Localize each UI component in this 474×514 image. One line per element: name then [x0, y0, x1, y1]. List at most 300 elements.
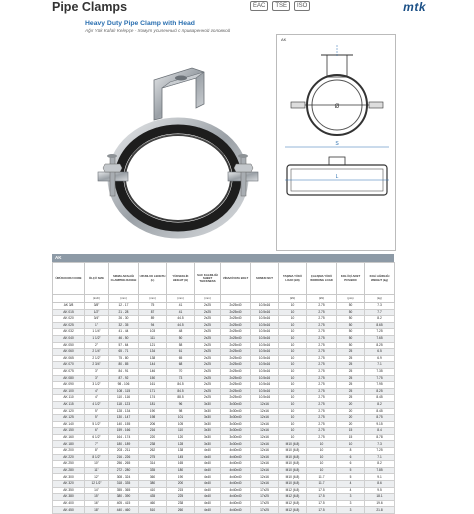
- table-cell: 6.9: [365, 355, 395, 362]
- table-row: [53, 395, 395, 402]
- table-cell: 2.75: [307, 368, 337, 375]
- table-cell: AK 015: [53, 309, 85, 316]
- table-row: [53, 303, 395, 310]
- table-row: [53, 329, 395, 336]
- table-cell: 6.5: [365, 349, 395, 356]
- table-row: [53, 408, 395, 415]
- table-cell: 180: [167, 467, 195, 474]
- table-cell: 70: [167, 368, 195, 375]
- table-cell: 181: [139, 401, 167, 408]
- table-cell: 110: [167, 428, 195, 435]
- table-cell: 17.5: [307, 494, 337, 501]
- table-cell: 2.75: [307, 388, 337, 395]
- spec-table: [52, 254, 394, 514]
- table-row: [53, 461, 395, 468]
- table-cell: 12x16: [251, 448, 279, 455]
- table-cell: 20: [337, 401, 365, 408]
- table-cell: 238: [139, 441, 167, 448]
- table-cell: 140 - 155: [109, 421, 139, 428]
- table-cell: 75: [139, 303, 167, 310]
- table-cell: 12x16: [251, 481, 279, 488]
- table-cell: AK 080: [53, 375, 85, 382]
- table-row: [53, 401, 395, 408]
- table-cell: 2x25x40: [221, 375, 251, 382]
- table-cell: 2x25: [195, 388, 221, 395]
- table-caption: AK: [52, 254, 394, 262]
- table-cell: 8.2: [365, 401, 395, 408]
- column-header: TAŞIMA YÜKÜ LOAD (kN): [279, 263, 307, 295]
- table-cell: 25: [337, 355, 365, 362]
- table-cell: M10 (6.8): [279, 454, 307, 461]
- table-row: [53, 355, 395, 362]
- table-cell: 19.6: [365, 500, 395, 507]
- table-cell: 4": [85, 395, 109, 402]
- table-cell: 10: [307, 461, 337, 468]
- table-cell: 2x25x40: [221, 368, 251, 375]
- column-header: KOLİ AĞIRLIĞI WEIGHT (kg): [365, 263, 395, 295]
- table-header-row: [53, 263, 395, 295]
- table-cell: 2x25x40: [221, 335, 251, 342]
- table-cell: 3x30: [195, 434, 221, 441]
- table-row: [53, 454, 395, 461]
- table-cell: 4x40x40: [221, 494, 251, 501]
- table-cell: 5 1/2": [85, 421, 109, 428]
- table-cell: 220: [139, 434, 167, 441]
- table-cell: 50: [337, 329, 365, 336]
- column-header: SOMUN NUT: [251, 263, 279, 295]
- table-cell: 17x25: [251, 487, 279, 494]
- table-cell: AK 380: [53, 494, 85, 501]
- table-cell: 2x25: [195, 335, 221, 342]
- table-cell: 10.5x16: [251, 349, 279, 356]
- table-cell: 120: [167, 434, 195, 441]
- table-cell: 17x25: [251, 507, 279, 514]
- table-cell: 48: [167, 329, 195, 336]
- table-cell: 46 - 50: [109, 335, 139, 342]
- table-cell: 65 - 71: [109, 349, 139, 356]
- table-cell: 2.75: [307, 349, 337, 356]
- table-cell: 405 - 415: [109, 500, 139, 507]
- table-cell: 2x25x40: [221, 342, 251, 349]
- table-cell: 10: [279, 368, 307, 375]
- table-cell: 10.5x16: [251, 375, 279, 382]
- table-cell: 10.5x16: [251, 322, 279, 329]
- table-cell: 5": [85, 408, 109, 415]
- table-cell: 10: [279, 428, 307, 435]
- table-cell: 10.5x16: [251, 382, 279, 389]
- table-cell: AK 3/8: [53, 303, 85, 310]
- table-cell: 26 - 30: [109, 316, 139, 323]
- table-row: [53, 487, 395, 494]
- column-header: ÜRÜN KODU CODE: [53, 263, 85, 295]
- table-cell: 10.5x16: [251, 342, 279, 349]
- table-cell: 2.75: [307, 428, 337, 435]
- table-cell: M10 (6.8): [279, 467, 307, 474]
- table-row: [53, 494, 395, 501]
- table-cell: 65: [167, 355, 195, 362]
- table-row: [53, 434, 395, 441]
- table-cell: 44.5: [167, 316, 195, 323]
- table-cell: 4x40: [195, 500, 221, 507]
- table-cell: 360: [139, 474, 167, 481]
- table-cell: 98: [167, 408, 195, 415]
- table-cell: 10: [279, 309, 307, 316]
- table-cell: 216 - 226: [109, 454, 139, 461]
- table-cell: 2.75: [307, 303, 337, 310]
- table-cell: 15": [85, 494, 109, 501]
- table-cell: 6: [337, 454, 365, 461]
- table-cell: 164 - 174: [109, 434, 139, 441]
- table-cell: 2.75: [307, 322, 337, 329]
- dimension-label-top: S: [335, 141, 339, 147]
- table-cell: 3: [337, 500, 365, 507]
- table-cell: 2.75: [307, 421, 337, 428]
- product-title-translations: Ağır Yük Kafalı Kelepçe - Хомут усиленный с приваренной головкой: [85, 28, 231, 33]
- table-cell: 11": [85, 467, 109, 474]
- table-cell: 2x25x40: [221, 303, 251, 310]
- table-cell: 10: [279, 401, 307, 408]
- table-cell: 2.75: [307, 395, 337, 402]
- table-cell: 20: [337, 415, 365, 422]
- table-cell: 96: [167, 401, 195, 408]
- table-cell: 41: [167, 303, 195, 310]
- table-row: [53, 507, 395, 514]
- table-cell: 171: [139, 388, 167, 395]
- table-cell: 9.1: [365, 474, 395, 481]
- table-cell: 2.75: [307, 316, 337, 323]
- table-body: [53, 303, 395, 514]
- table-cell: 10: [279, 421, 307, 428]
- table-cell: 4x40: [195, 448, 221, 455]
- table-cell: 2.75: [307, 342, 337, 349]
- table-cell: 17x25: [251, 500, 279, 507]
- table-cell: 41: [167, 309, 195, 316]
- table-cell: 8.4: [365, 428, 395, 435]
- table-cell: 10: [307, 448, 337, 455]
- table-cell: 11.7: [307, 481, 337, 488]
- table-cell: 4x40x40: [221, 500, 251, 507]
- table-cell: 2.75: [307, 309, 337, 316]
- table-cell: 57 - 64: [109, 342, 139, 349]
- table-cell: 3/4": [85, 316, 109, 323]
- table-cell: 10: [279, 355, 307, 362]
- table-cell: 7.95: [365, 382, 395, 389]
- table-cell: 3x30x40: [221, 415, 251, 422]
- table-cell: 3x30: [195, 415, 221, 422]
- table-cell: 262: [139, 448, 167, 455]
- table-cell: 2x25: [195, 395, 221, 402]
- table-cell: 4x40: [195, 467, 221, 474]
- table-row: [53, 349, 395, 356]
- table-cell: 215: [167, 487, 195, 494]
- technical-drawing: [276, 34, 396, 251]
- table-row: [53, 467, 395, 474]
- table-cell: 1 1/2": [85, 335, 109, 342]
- table-cell: 2x25: [195, 362, 221, 369]
- table-cell: 200: [167, 481, 195, 488]
- table-units-row: [53, 295, 395, 303]
- table-cell: 25: [337, 395, 365, 402]
- product-photo: [92, 60, 264, 242]
- table-row: [53, 421, 395, 428]
- table-cell: 2x25: [195, 329, 221, 336]
- column-header: SIKMA ARALIĞI CLAMPING RANGE: [109, 263, 139, 295]
- table-cell: 12x16: [251, 408, 279, 415]
- table-row: [53, 448, 395, 455]
- table-cell: 8.78: [365, 434, 395, 441]
- table-cell: 198: [139, 415, 167, 422]
- table-cell: 4x40x40: [221, 454, 251, 461]
- table-cell: 3x30: [195, 408, 221, 415]
- table-cell: 6 1/2": [85, 434, 109, 441]
- table-cell: AK 065: [53, 355, 85, 362]
- table-cell: 87: [139, 309, 167, 316]
- table-cell: 4x40x40: [221, 467, 251, 474]
- table-cell: AK 125: [53, 415, 85, 422]
- table-cell: 4: [337, 481, 365, 488]
- table-cell: 134: [139, 349, 167, 356]
- table-cell: 144: [139, 362, 167, 369]
- table-cell: 10: [279, 408, 307, 415]
- table-cell: 41 - 44: [109, 329, 139, 336]
- table-cell: 7.1: [365, 454, 395, 461]
- table-cell: 150: [139, 375, 167, 382]
- column-header: ÖLÇÜ SIZE: [85, 263, 109, 295]
- table-row: [53, 375, 395, 382]
- table-cell: 88.5: [167, 395, 195, 402]
- table-cell: 21.8: [365, 507, 395, 514]
- table-cell: 111: [139, 335, 167, 342]
- table-cell: 2.75: [307, 329, 337, 336]
- table-cell: 4": [85, 388, 109, 395]
- drawing-label: AK: [281, 37, 287, 42]
- column-unit: (kN): [279, 295, 307, 303]
- table-cell: 335: [139, 467, 167, 474]
- table-cell: 18.1: [365, 494, 395, 501]
- table-cell: 435: [139, 494, 167, 501]
- table-cell: 146: [139, 368, 167, 375]
- table-cell: 10: [279, 415, 307, 422]
- table-cell: 3: [337, 507, 365, 514]
- table-cell: 8.65: [365, 322, 395, 329]
- table-cell: 260: [167, 507, 195, 514]
- table-cell: 10: [307, 467, 337, 474]
- table-cell: 8.6: [365, 481, 395, 488]
- table-cell: 308 - 324: [109, 474, 139, 481]
- table-row: [53, 362, 395, 369]
- table-cell: 17.5: [307, 500, 337, 507]
- table-row: [53, 481, 395, 488]
- page-title: Pipe Clamps: [52, 0, 128, 14]
- table-cell: 25: [337, 362, 365, 369]
- table-cell: AK 350: [53, 487, 85, 494]
- table-cell: 7": [85, 441, 109, 448]
- table-cell: 203 - 211: [109, 448, 139, 455]
- table-cell: 10.5x16: [251, 329, 279, 336]
- table-cell: 61: [167, 349, 195, 356]
- table-row: [53, 415, 395, 422]
- table-cell: 9.5: [365, 487, 395, 494]
- table-cell: 7.3: [365, 303, 395, 310]
- table-cell: 145: [167, 454, 195, 461]
- table-cell: 10: [307, 441, 337, 448]
- table-cell: M10 (6.8): [279, 441, 307, 448]
- table-cell: 2.75: [307, 355, 337, 362]
- table-cell: 4x40: [195, 487, 221, 494]
- table-cell: AK 120: [53, 408, 85, 415]
- table-cell: 84 - 91: [109, 368, 139, 375]
- table-cell: 3x30x40: [221, 441, 251, 448]
- table-cell: 10": [85, 461, 109, 468]
- table-cell: 118 - 123: [109, 401, 139, 408]
- table-cell: 2x25: [195, 309, 221, 316]
- table-cell: 3 1/2": [85, 382, 109, 389]
- table-cell: 12x16: [251, 401, 279, 408]
- table-cell: 84.5: [167, 388, 195, 395]
- table-cell: 355 - 365: [109, 487, 139, 494]
- table-row: [53, 474, 395, 481]
- table-cell: 10: [279, 316, 307, 323]
- column-unit: [221, 295, 251, 303]
- table-cell: 4x40: [195, 481, 221, 488]
- table-cell: 10.5x16: [251, 335, 279, 342]
- table-cell: 3x30x40: [221, 408, 251, 415]
- table-cell: 20: [337, 408, 365, 415]
- table-cell: 6: [337, 461, 365, 468]
- table-cell: 174: [139, 395, 167, 402]
- table-cell: 1/2": [85, 309, 109, 316]
- table-cell: 50: [337, 322, 365, 329]
- table-cell: 238: [167, 500, 195, 507]
- table-cell: 80 - 85: [109, 362, 139, 369]
- column-header: VİDA/CİVATA BOLT: [221, 263, 251, 295]
- table-cell: AK 070: [53, 362, 85, 369]
- column-unit: (pcs): [337, 295, 365, 303]
- table-cell: 12x16: [251, 454, 279, 461]
- table-cell: 5": [85, 415, 109, 422]
- table-cell: 3x30x40: [221, 401, 251, 408]
- table-cell: 4x40: [195, 494, 221, 501]
- table-cell: 128: [167, 441, 195, 448]
- table-cell: 14": [85, 487, 109, 494]
- table-cell: 17x25: [251, 494, 279, 501]
- table-cell: 138: [167, 448, 195, 455]
- table-cell: 10: [337, 441, 365, 448]
- table-cell: 510: [139, 507, 167, 514]
- table-cell: 2.75: [307, 434, 337, 441]
- cert-mark: ISO: [294, 1, 310, 11]
- table-cell: 7.75: [365, 375, 395, 382]
- table-cell: 3": [85, 375, 109, 382]
- table-cell: 25: [337, 375, 365, 382]
- table-cell: 2x25x40: [221, 388, 251, 395]
- table-cell: 2x25x40: [221, 382, 251, 389]
- table-row: [53, 368, 395, 375]
- table-cell: 87 - 92: [109, 375, 139, 382]
- table-cell: 11.7: [307, 474, 337, 481]
- table-cell: AK 060: [53, 349, 85, 356]
- table-cell: 89: [139, 316, 167, 323]
- table-cell: 2x25: [195, 342, 221, 349]
- table-cell: 121: [139, 342, 167, 349]
- table-cell: 2x25x40: [221, 395, 251, 402]
- table-cell: 15: [337, 428, 365, 435]
- column-unit: (mm): [195, 295, 221, 303]
- table-cell: 128 - 134: [109, 408, 139, 415]
- table-cell: M12 (6.8): [279, 494, 307, 501]
- table-cell: 12x16: [251, 441, 279, 448]
- table-cell: 10: [279, 434, 307, 441]
- table-cell: AK 450: [53, 507, 85, 514]
- table-cell: 105: [167, 421, 195, 428]
- table-row: [53, 335, 395, 342]
- table-cell: 10.5x16: [251, 362, 279, 369]
- table-cell: 2.75: [307, 335, 337, 342]
- table-cell: 4x40x40: [221, 507, 251, 514]
- table-row: [53, 342, 395, 349]
- table-cell: 103: [139, 329, 167, 336]
- table-cell: AK 040: [53, 335, 85, 342]
- table-cell: 12x16: [251, 415, 279, 422]
- table-cell: 25: [337, 388, 365, 395]
- table-cell: 50: [337, 316, 365, 323]
- table-cell: 2.75: [307, 401, 337, 408]
- table-cell: 380 - 390: [109, 494, 139, 501]
- table-row: [53, 382, 395, 389]
- table-cell: 4 1/2": [85, 401, 109, 408]
- column-unit: [251, 295, 279, 303]
- table-cell: 50: [167, 335, 195, 342]
- table-cell: M12 (6.8): [279, 500, 307, 507]
- table-cell: 10.5x16: [251, 303, 279, 310]
- column-header: ÇALIŞMA YÜKÜ WORKING LOAD: [307, 263, 337, 295]
- column-header: UZUNLUK LENGTH (L): [139, 263, 167, 295]
- table-cell: 10: [279, 349, 307, 356]
- table-cell: AK 050: [53, 342, 85, 349]
- table-cell: AK 090: [53, 382, 85, 389]
- column-unit: (inch): [85, 295, 109, 303]
- table-cell: AK 220: [53, 454, 85, 461]
- table-row: [53, 428, 395, 435]
- table-cell: 10: [307, 454, 337, 461]
- table-cell: AK 025: [53, 322, 85, 329]
- brand-logo: mtk: [403, 0, 426, 14]
- table-cell: 50: [337, 309, 365, 316]
- table-cell: 8.45: [365, 395, 395, 402]
- table-cell: 7.1: [365, 362, 395, 369]
- table-cell: 20: [337, 421, 365, 428]
- table-cell: 8": [85, 448, 109, 455]
- table-cell: AK 200: [53, 448, 85, 455]
- table-cell: 3x30x40: [221, 434, 251, 441]
- table-cell: AK 300: [53, 474, 85, 481]
- table-cell: 10: [279, 388, 307, 395]
- table-cell: AK 020: [53, 316, 85, 323]
- table-cell: M10 (6.8): [279, 461, 307, 468]
- table-cell: 206: [139, 421, 167, 428]
- clamp-drawing: [277, 35, 395, 250]
- column-header: SAC KALINLIĞI SHEET THICKNESS: [195, 263, 221, 295]
- table-cell: 32 - 35: [109, 322, 139, 329]
- table-cell: 2x25x40: [221, 329, 251, 336]
- table-cell: 2.75: [307, 375, 337, 382]
- table-cell: 94: [139, 322, 167, 329]
- table-cell: 2 3/4": [85, 362, 109, 369]
- table-cell: 17.5: [307, 507, 337, 514]
- table-cell: 3x30: [195, 428, 221, 435]
- table-cell: M12 (6.8): [279, 487, 307, 494]
- page-header: [52, 0, 426, 16]
